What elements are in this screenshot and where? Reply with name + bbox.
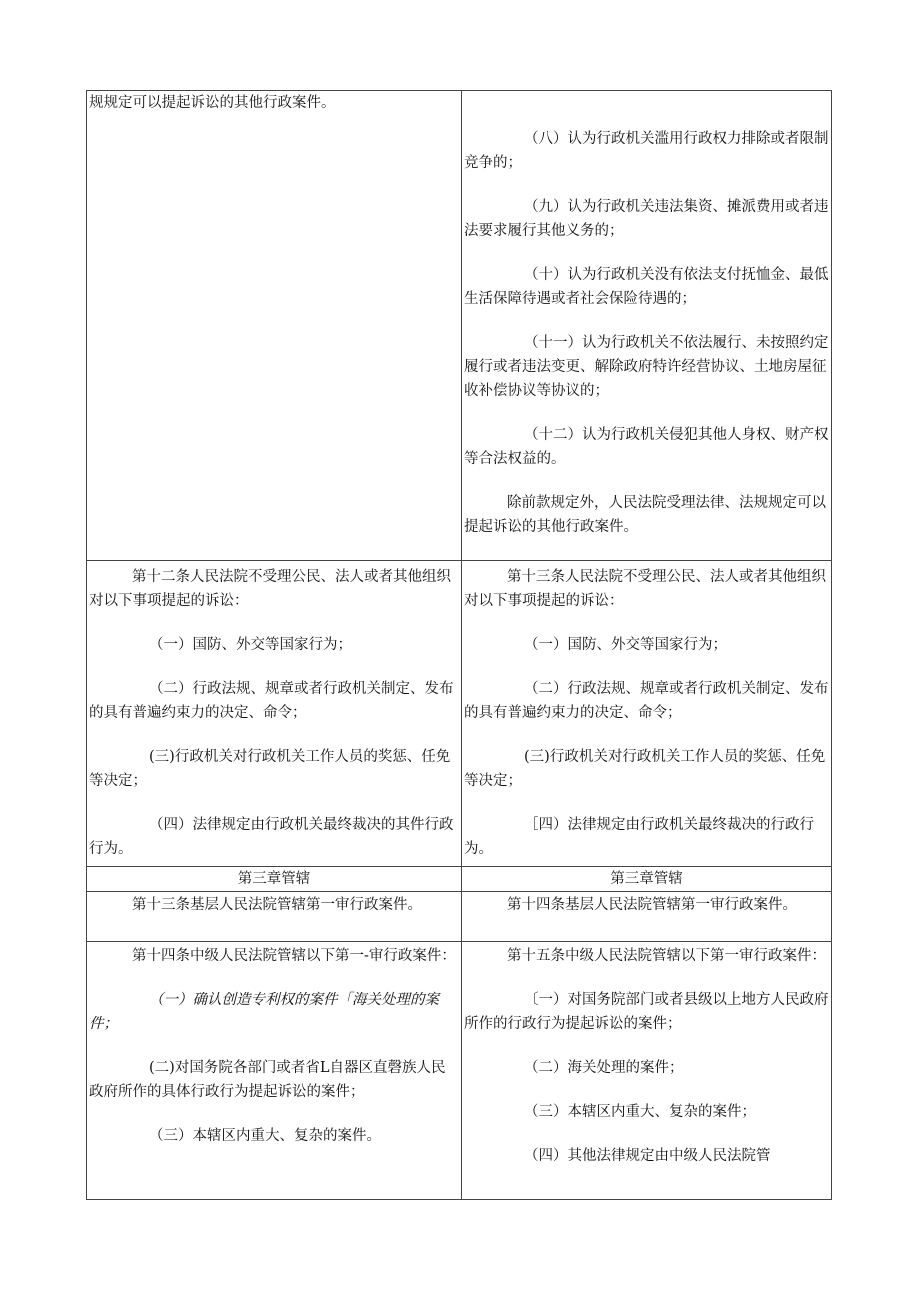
paragraph: 〔一）对国务院部门或者县级以上地方人民政府所作的行政行为提起诉讼的案件； (464, 992, 829, 1032)
right-cell (462, 91, 832, 561)
left-cell (87, 942, 462, 1200)
paragraph: （三）本辖区内重大、复杂的案件。 (149, 1128, 381, 1144)
table-row (87, 561, 832, 867)
comparison-table (86, 90, 832, 1200)
paragraph: 第十二条人民法院不受理公民、法人或者其他组织对以下事项提起的诉讼： (89, 569, 451, 609)
paragraph: （二）海关处理的案件； (524, 1060, 684, 1076)
chapter-heading-left: 第三章管辖 (87, 867, 462, 892)
right-cell (462, 561, 832, 867)
chapter-heading-right: 第三章管辖 (462, 867, 832, 892)
paragraph: （九）认为行政机关违法集资、摊派费用或者违法要求履行其他义务的； (464, 199, 829, 239)
table-row (87, 892, 832, 942)
paragraph: （四）其他法律规定由中级人民法院管 (524, 1148, 771, 1164)
left-cell (87, 892, 462, 942)
paragraph: （二）行政法规、规章或者行政机关制定、发布的具有普遍约束力的决定、命令； (89, 681, 454, 721)
table-row (87, 942, 832, 1200)
table-row (87, 867, 832, 892)
paragraph: （十）认为行政机关没有依法支付抚恤金、最低生活保障待遇或者社会保险待遇的； (464, 267, 829, 307)
paragraph: 第十五条中级人民法院管辖以下第一审行政案件： (507, 948, 826, 964)
paragraph: （三）本辖区内重大、复杂的案件； (524, 1104, 756, 1120)
paragraph: 规规定可以提起诉讼的其他行政案件。 (89, 95, 336, 111)
paragraph: 第十三条基层人民法院管辖第一审行政案件。 (132, 897, 422, 913)
paragraph: 第十四条基层人民法院管辖第一审行政案件。 (507, 897, 797, 913)
paragraph: (三)行政机关对行政机关工作人员的奖惩、任免等决定； (89, 749, 451, 789)
table-row (87, 91, 832, 561)
paragraph: (二)对国务院各部门或者省L自器区直磬族人民政府所作的具体行政行为提起诉讼的案件； (89, 1060, 446, 1100)
paragraph: 第十四条中级人民法院管辖以下第一-审行政案件： (132, 948, 456, 964)
paragraph: ［四）法律规定由行政机关最终裁决的行政行为。 (464, 817, 814, 857)
paragraph: （一）国防、外交等国家行为； (149, 637, 352, 653)
paragraph: （二）行政法规、规章或者行政机关制定、发布的具有普遍约束力的决定、命令； (464, 681, 829, 721)
paragraph: （十二）认为行政机关侵犯其他人身权、财产权等合法权益的。 (464, 427, 829, 467)
right-cell (462, 942, 832, 1200)
paragraph: （八）认为行政机关滥用行政权力排除或者限制竞争的； (464, 131, 829, 171)
paragraph: （一）国防、外交等国家行为； (524, 637, 727, 653)
right-cell (462, 892, 832, 942)
left-cell (87, 561, 462, 867)
paragraph: （四）法律规定由行政机关最终裁决的其件行政行为。 (89, 817, 454, 857)
paragraph: 第十三条人民法院不受理公民、法人或者其他组织对以下事项提起的诉讼： (464, 569, 826, 609)
paragraph: （十一）认为行政机关不依法履行、未按照约定履行或者违法变更、解除政府特许经营协议、土地房屋征收补偿协议等协议的； (464, 335, 829, 399)
paragraph: 除前款规定外，人民法院受理法律、法规规定可以提起诉讼的其他行政案件。 (464, 495, 826, 535)
left-cell (87, 91, 462, 561)
paragraph: （一）确认创造专利权的案件「海关处理的案件； (89, 992, 439, 1032)
paragraph: (三)行政机关对行政机关工作人员的奖惩、任免等决定； (464, 749, 826, 789)
